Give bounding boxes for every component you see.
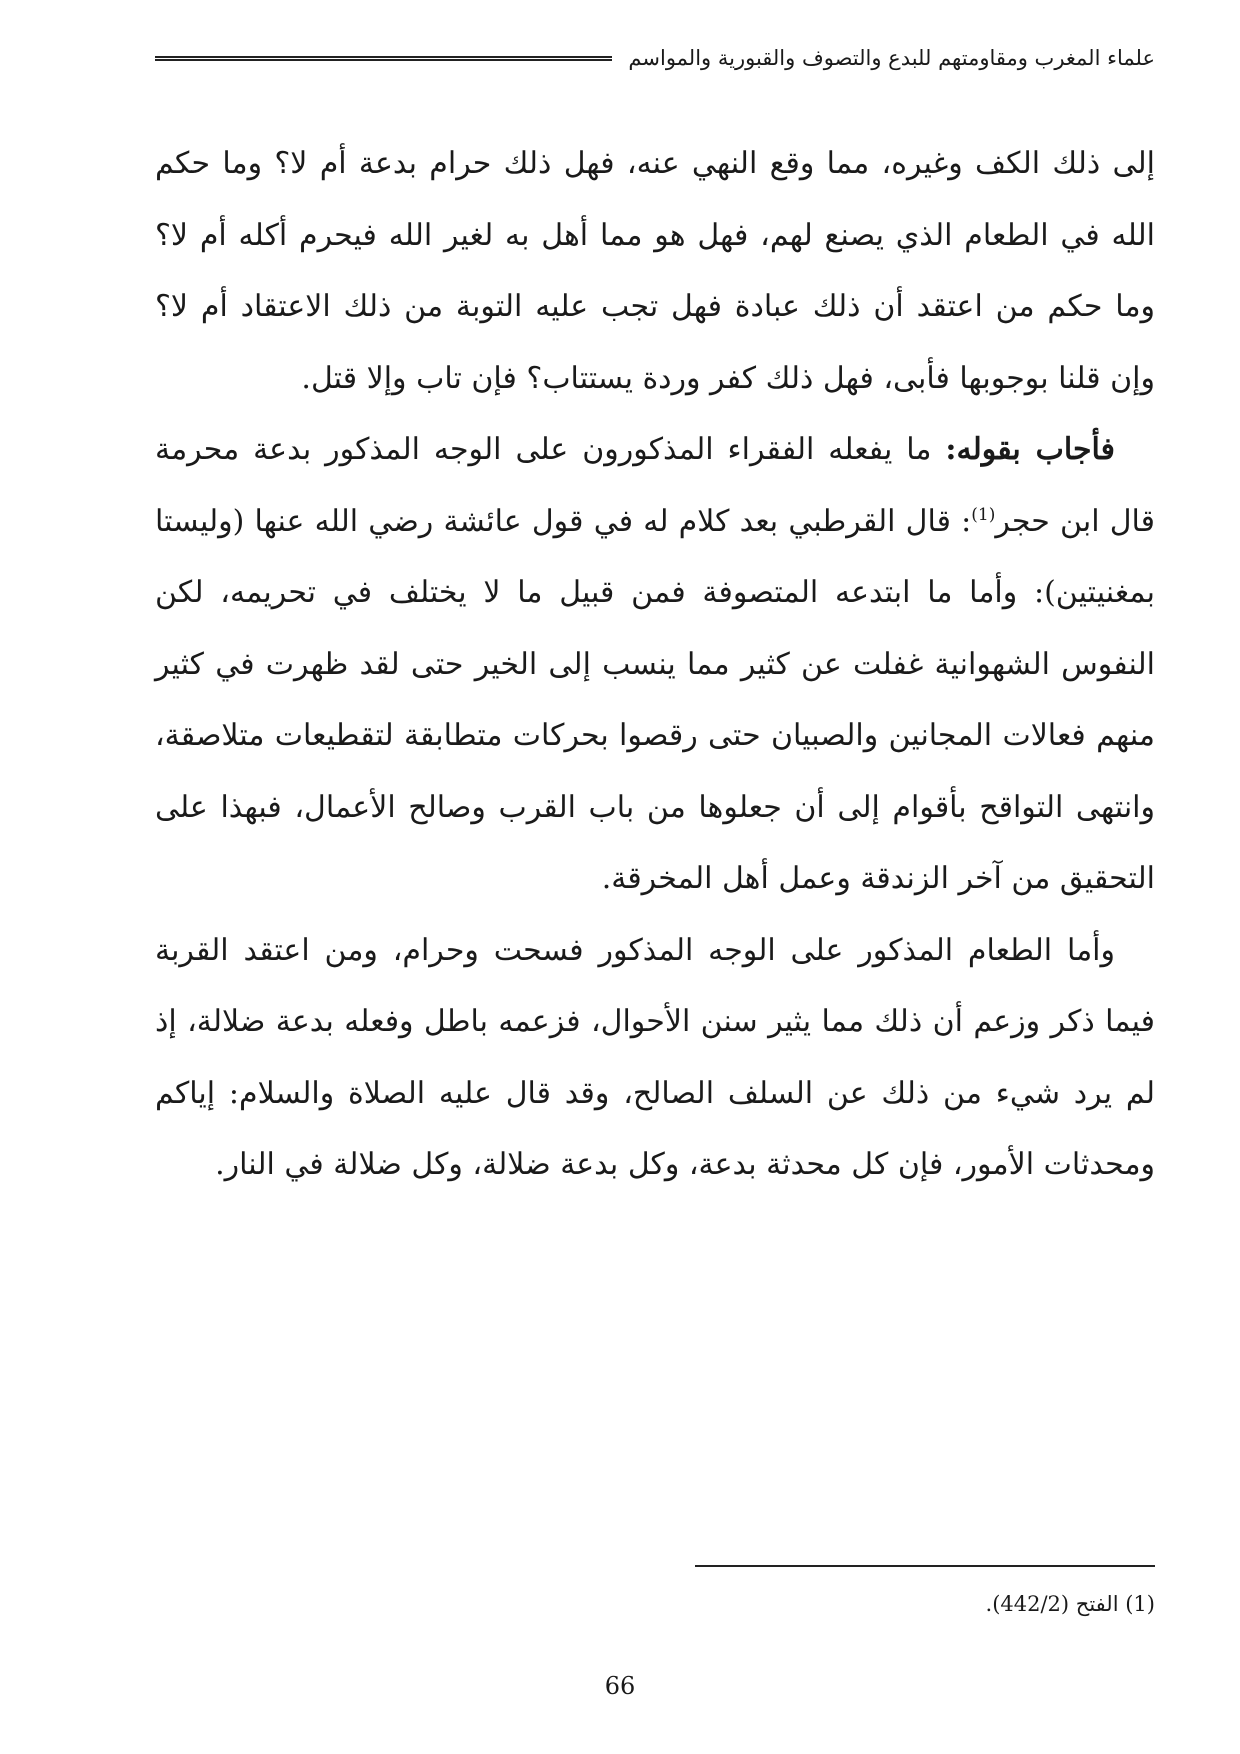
paragraph-2-text-b: : قال القرطبي بعد كلام له في قول عائشة رضي الله عنها (وليستا بمغنيتين): وأما ما ابتدعه المتصوفة فمن قبيل ما لا يختلف في تحريمه، لكن النفوس الشهوانية غفلت عن كثير مما ينسب إلى الخير حتى لقد ظهرت في كثير منهم فعالات المجانين والصبيان حتى رقصوا بحركات متطابقة لتقطيعات متلاصقة، وانتهى التواقح بأقوام إلى أن جعلوها من باب القرب وصالح الأعمال، فبهذا على التحقيق من آخر الزندقة وعمل أهل المخرقة.: [155, 503, 1155, 896]
paragraph-2-text-a: ما يفعله الفقراء المذكورون على الوجه المذكور بدعة محرمة قال ابن حجر: [155, 432, 1155, 539]
footnote-1: (1) الفتح (442/2).: [985, 1592, 1155, 1616]
paragraph-3: [155, 915, 1155, 1201]
paragraph-3-text: وأما الطعام المذكور على الوجه المذكور فسحت وحرام، ومن اعتقد القربة فيما ذكر وزعم أن ذلك مما يثير سنن الأحوال، فزعمه باطل وفعله بدعة ضلالة، إذ لم يرد شيء من ذلك عن السلف الصالح، وقد قال عليه الصلاة والسلام: إياكم ومحدثات الأمور، فإن كل محدثة بدعة، وكل بدعة ضلالة، وكل ضلالة في النار.: [155, 932, 1155, 1182]
paragraph-2: [155, 414, 1155, 915]
paragraph-1: [155, 128, 1155, 414]
page-number: 66: [604, 1672, 636, 1700]
running-title: علماء المغرب ومقاومتهم للبدع والتصوف والقبورية والمواسم: [628, 46, 1155, 70]
body-text: [155, 128, 1155, 1201]
footnote-reference[interactable]: (1): [971, 504, 996, 525]
answer-lead: فأجاب بقوله:: [945, 432, 1115, 467]
header-rule: [155, 56, 612, 61]
running-header: [155, 38, 1155, 78]
footnote-rule: [695, 1565, 1155, 1567]
paragraph-1-text: إلى ذلك الكف وغيره، مما وقع النهي عنه، فهل ذلك حرام بدعة أم لا؟ وما حكم الله في الطعام الذي يصنع لهم، فهل هو مما أهل به لغير الله فيحرم أكله أم لا؟ وما حكم من اعتقد أن ذلك عبادة فهل تجب عليه التوبة من ذلك الاعتقاد أم لا؟ وإن قلنا بوجوبها فأبى، فهل ذلك كفر وردة يستتاب؟ فإن تاب وإلا قتل.: [155, 146, 1155, 396]
